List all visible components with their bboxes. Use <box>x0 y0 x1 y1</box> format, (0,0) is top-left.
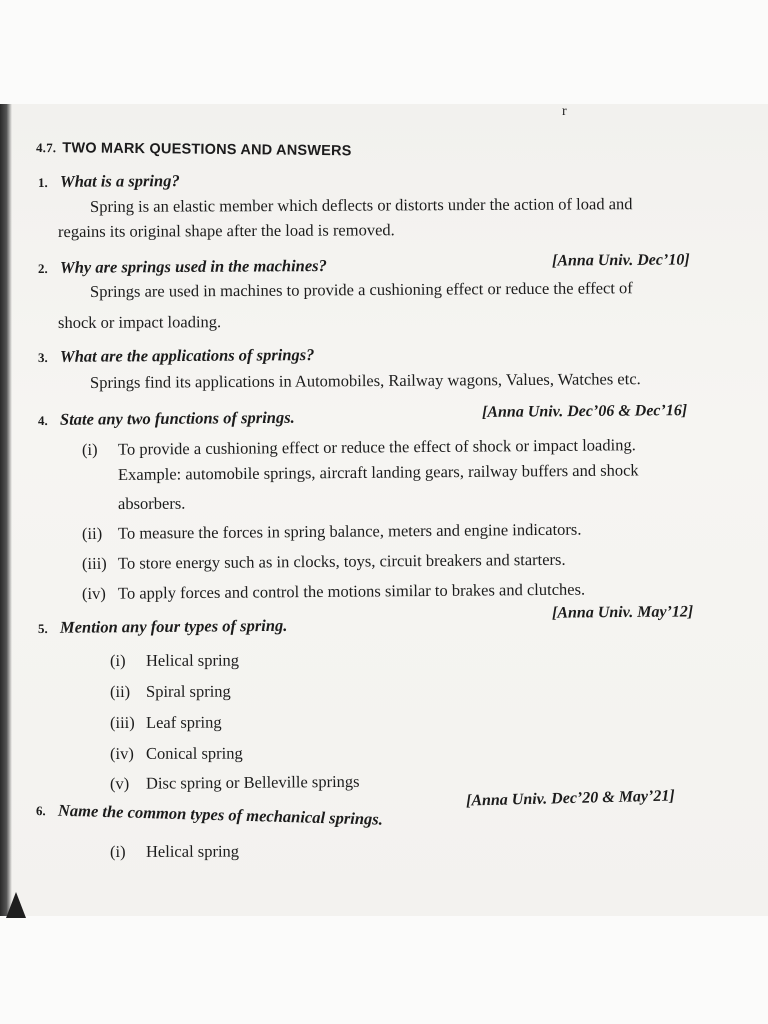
item-numeral: (v) <box>109 773 130 793</box>
item-text: To store energy such as in clocks, toys, circuit breakers and starters. <box>117 549 566 573</box>
section-heading <box>36 138 352 161</box>
item-text: To provide a cushioning effect or reduce the effect of shock or impact loading. <box>117 435 636 459</box>
item-text: To apply forces and control the motions similar to brakes and clutches. <box>117 579 586 603</box>
section-number: 4.7. <box>35 140 57 156</box>
list-item <box>110 713 222 733</box>
question-3 <box>38 345 315 368</box>
list-item <box>110 744 243 764</box>
item-numeral: (i) <box>81 439 98 459</box>
question-text: State any two functions of springs. <box>59 407 295 429</box>
question-text: Mention any four types of spring. <box>59 615 288 637</box>
answer-line: Springs find its applications in Automobiles, Railway wagons, Values, Watches etc. <box>89 369 641 392</box>
item-text: To measure the forces in spring balance, meters and engine indicators. <box>117 519 582 543</box>
question-6 <box>36 800 383 831</box>
list-item <box>110 772 360 794</box>
item-text: Helical spring <box>145 650 240 670</box>
item-text: Leaf spring <box>145 712 222 732</box>
item-continuation: absorbers. <box>117 493 186 513</box>
section-title: TWO MARK QUESTIONS AND ANSWERS <box>62 140 352 160</box>
list-item <box>110 842 239 862</box>
list-item <box>82 550 566 574</box>
item-text: Conical spring <box>145 743 243 763</box>
question-text: What is a spring? <box>59 171 180 191</box>
answer-line: Springs are used in machines to provide a cushioning effect or reduce the effect of <box>89 278 633 301</box>
question-number: 3. <box>37 349 48 365</box>
item-numeral: (iii) <box>109 712 135 732</box>
item-numeral: (i) <box>109 841 126 861</box>
question-1 <box>38 171 180 193</box>
reference-badge: [Anna Univ. Dec’10] <box>551 251 690 270</box>
list-item <box>82 435 636 460</box>
item-numeral: (i) <box>109 650 126 670</box>
item-numeral: (ii) <box>109 681 131 701</box>
question-number: 6. <box>35 803 46 819</box>
reference-badge: [Anna Univ. May’12] <box>551 603 694 622</box>
question-number: 5. <box>37 620 48 636</box>
answer-line: shock or impact loading. <box>57 312 222 332</box>
item-numeral: (iii) <box>81 553 107 573</box>
item-text: Disc spring or Belleville springs <box>145 771 360 793</box>
question-number: 1. <box>37 174 48 190</box>
answer-line: regains its original shape after the load is removed. <box>57 220 395 241</box>
list-item <box>82 520 582 544</box>
question-number: 4. <box>37 412 48 428</box>
reference-badge: [Anna Univ. Dec’06 & Dec’16] <box>481 402 688 421</box>
item-continuation: Example: automobile springs, aircraft landing gears, railway buffers and shock <box>117 460 639 484</box>
list-item <box>82 580 585 604</box>
answer-line: Spring is an elastic member which deflects or distorts under the action of load and <box>89 194 633 216</box>
question-4 <box>38 408 295 431</box>
item-text: Helical spring <box>145 841 240 861</box>
list-item <box>110 651 239 671</box>
item-numeral: (iv) <box>109 743 134 763</box>
item-text: Spiral spring <box>145 681 231 701</box>
item-numeral: (ii) <box>81 523 103 543</box>
question-number: 2. <box>37 260 48 276</box>
reference-badge: [Anna Univ. Dec’20 & May’21] <box>465 787 675 810</box>
question-5 <box>38 616 288 639</box>
question-2 <box>38 256 327 279</box>
question-text: Name the common types of mechanical springs. <box>57 800 384 829</box>
list-item <box>110 682 231 702</box>
corner-mark: r <box>562 104 567 119</box>
question-text: Why are springs used in the machines? <box>59 255 327 277</box>
question-text: What are the applications of springs? <box>59 345 315 366</box>
item-numeral: (iv) <box>81 583 106 603</box>
